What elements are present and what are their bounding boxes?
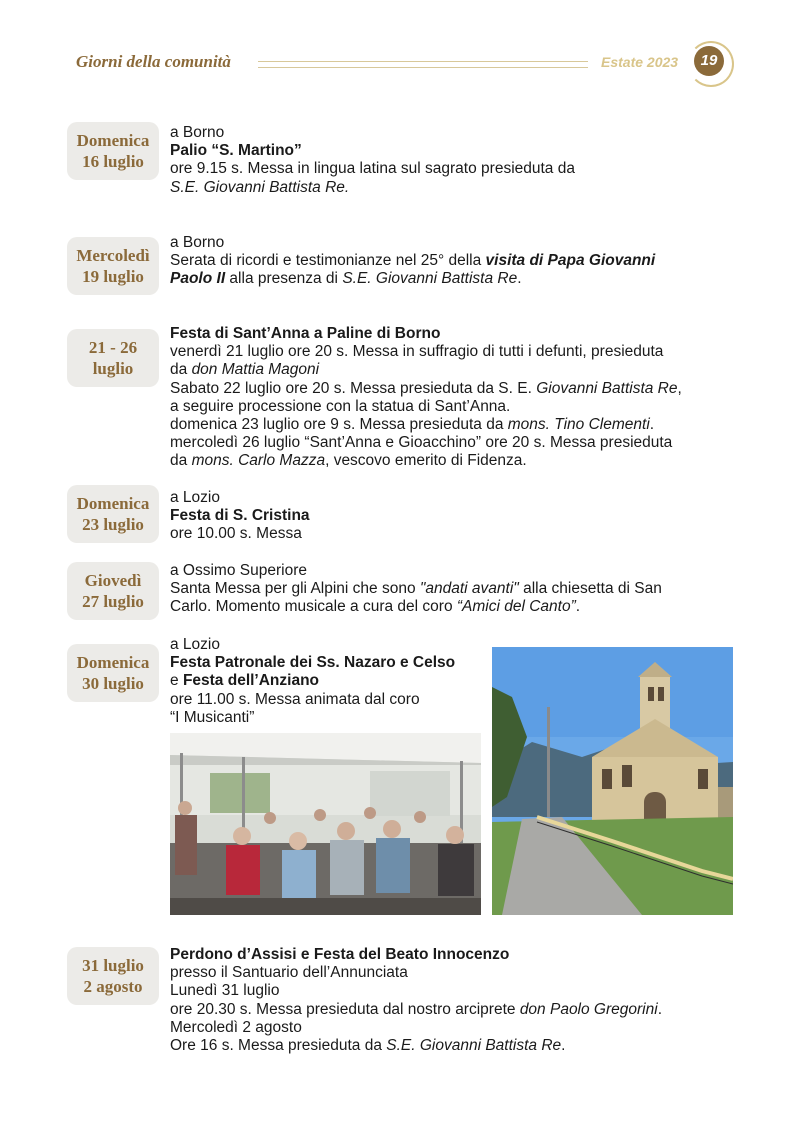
event-date-badge bbox=[67, 122, 159, 180]
event-date-badge bbox=[67, 237, 159, 295]
event-line: ore 9.15 s. Messa in lingua latina sul sagrato presieduta da bbox=[170, 160, 575, 178]
event-title: Festa Patronale dei Ss. Nazaro e Celso bbox=[170, 654, 456, 672]
event-location: a Borno bbox=[170, 124, 225, 141]
event-date-badge bbox=[67, 485, 159, 543]
event-line: ore 11.00 s. Messa animata dal coro bbox=[170, 690, 420, 708]
date-line-1: Domenica bbox=[76, 494, 150, 513]
event-line: domenica 23 luglio ore 9 s. Messa presieduta da mons. Tino Clementi. bbox=[170, 416, 655, 434]
issue-label: Estate 2023 bbox=[601, 54, 679, 70]
event-location: a Ossimo Superiore bbox=[170, 562, 307, 579]
event-line: “I Musicanti” bbox=[170, 708, 255, 726]
event-entry bbox=[170, 946, 730, 1055]
event-line: a seguire processione con la statua di Sant’Anna. bbox=[170, 397, 511, 415]
event-title: Palio “S. Martino” bbox=[170, 142, 302, 160]
event-entry bbox=[170, 489, 730, 544]
tent-gathering-image bbox=[170, 733, 481, 915]
date-line-2: 27 luglio bbox=[82, 592, 144, 611]
event-date-badge bbox=[67, 644, 159, 702]
event-date-badge bbox=[67, 562, 159, 620]
church-image bbox=[492, 647, 733, 915]
event-date-badge bbox=[67, 947, 159, 1005]
event-line: ore 20.30 s. Messa presieduta dal nostro arciprete don Paolo Gregorini. bbox=[170, 1000, 662, 1018]
date-line-2: 19 luglio bbox=[82, 267, 144, 286]
page-number: 19 bbox=[694, 46, 724, 76]
event-location: a Lozio bbox=[170, 489, 220, 506]
date-line-2: luglio bbox=[92, 359, 134, 378]
event-entry bbox=[170, 234, 730, 289]
event-entry bbox=[170, 325, 730, 471]
event-entry bbox=[170, 636, 490, 727]
date-line-1: Domenica bbox=[76, 653, 150, 672]
event-line: S.E. Giovanni Battista Re. bbox=[170, 178, 350, 196]
date-line-1: Mercoledì bbox=[76, 246, 150, 265]
event-line: Paolo II alla presenza di S.E. Giovanni Battista Re. bbox=[170, 270, 522, 288]
event-title: Festa di S. Cristina bbox=[170, 507, 310, 525]
event-entry bbox=[170, 124, 730, 197]
header-divider bbox=[258, 61, 588, 68]
date-line-1: 31 luglio bbox=[82, 956, 144, 975]
running-header-title: Giorni della comunità bbox=[76, 52, 231, 71]
event-line: Santa Messa per gli Alpini che sono "andati avanti" alla chiesetta di San bbox=[170, 580, 662, 598]
date-line-1: Giovedì bbox=[84, 571, 142, 590]
date-line-2: 30 luglio bbox=[82, 674, 144, 693]
date-line-1: 21 - 26 bbox=[88, 338, 138, 357]
photo-church-lozio bbox=[492, 647, 733, 915]
photo-elderly-gathering-under-tent bbox=[170, 733, 481, 915]
event-line: Mercoledì 2 agosto bbox=[170, 1018, 302, 1036]
date-line-2: 23 luglio bbox=[82, 515, 144, 534]
event-title: Festa di Sant’Anna a Paline di Borno bbox=[170, 325, 441, 342]
date-line-2: 2 agosto bbox=[83, 977, 143, 996]
date-line-2: 16 luglio bbox=[82, 152, 144, 171]
event-line: ore 10.00 s. Messa bbox=[170, 525, 302, 543]
event-entry bbox=[170, 562, 730, 617]
event-line: presso il Santuario dell’Annunciata bbox=[170, 964, 408, 982]
event-line: e Festa dell’Anziano bbox=[170, 672, 320, 690]
event-line: Carlo. Momento musicale a cura del coro “Amici del Canto”. bbox=[170, 598, 581, 616]
date-line-1: Domenica bbox=[76, 131, 150, 150]
event-line: Lunedì 31 luglio bbox=[170, 982, 280, 1000]
event-line: Ore 16 s. Messa presieduta da S.E. Giovanni Battista Re. bbox=[170, 1037, 566, 1055]
event-line: da mons. Carlo Mazza, vescovo emerito di Fidenza. bbox=[170, 452, 527, 470]
event-title: Perdono d’Assisi e Festa del Beato Innocenzo bbox=[170, 946, 510, 963]
event-line: mercoledì 26 luglio “Sant’Anna e Gioacchino” ore 20 s. Messa presieduta bbox=[170, 434, 673, 452]
event-line: Serata di ricordi e testimonianze nel 25° della visita di Papa Giovanni bbox=[170, 252, 656, 270]
event-line: Sabato 22 luglio ore 20 s. Messa presieduta da S. E. Giovanni Battista Re, bbox=[170, 379, 682, 397]
event-location: a Borno bbox=[170, 234, 225, 251]
event-location: a Lozio bbox=[170, 636, 220, 653]
event-date-badge bbox=[67, 329, 159, 387]
event-line: venerdì 21 luglio ore 20 s. Messa in suffragio di tutti i defunti, presieduta bbox=[170, 343, 664, 361]
event-line: da don Mattia Magoni bbox=[170, 361, 320, 379]
